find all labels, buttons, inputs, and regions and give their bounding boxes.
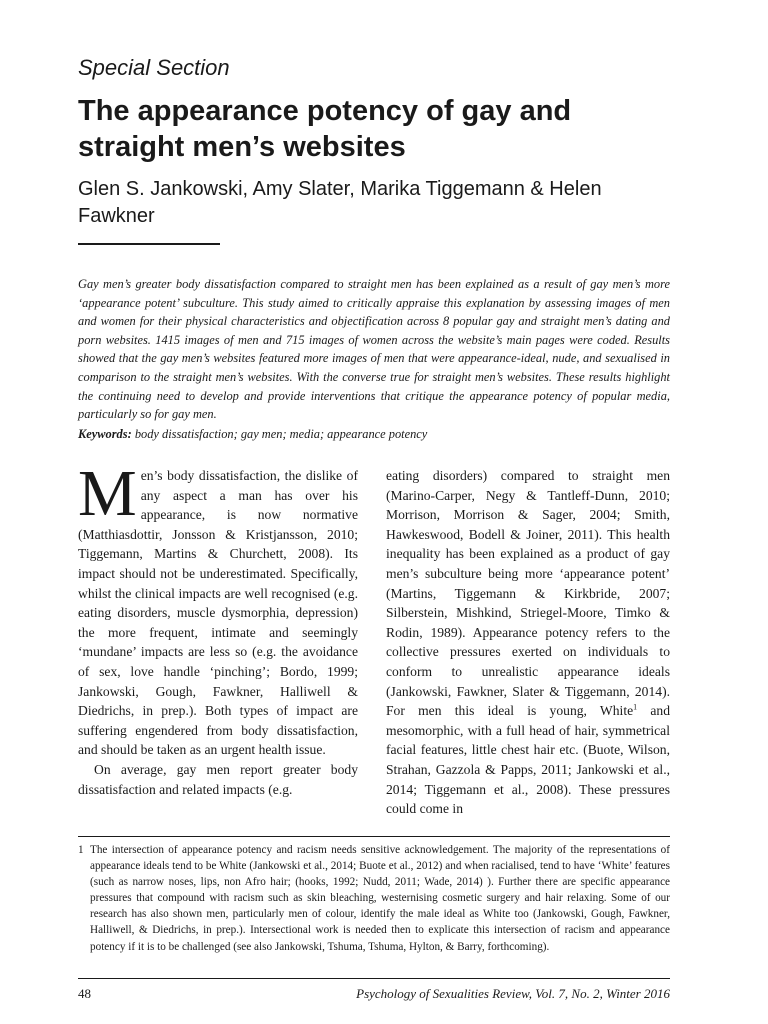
keywords-text: body dissatisfaction; gay men; media; appearance potency <box>134 427 428 441</box>
article-authors: Glen S. Jankowski, Amy Slater, Marika Tiggemann & Helen Fawkner <box>78 178 602 227</box>
footnote-marker[interactable]: 1 <box>633 702 638 712</box>
keywords-line <box>78 425 670 443</box>
title-divider <box>78 243 220 245</box>
footnote-number: 1 <box>78 844 84 856</box>
journal-citation: Psychology of Sexualities Review, Vol. 7, No. 2, Winter 2016 <box>356 986 670 1001</box>
keywords-label: Keywords: <box>78 427 132 441</box>
body-column-right <box>386 466 670 819</box>
page-number: 48 <box>78 986 91 1001</box>
abstract: Gay men’s greater body dissatisfaction compared to straight men has been explained as a result of gay men’s more ‘appearance potent’ subculture. This study aimed to critically appraise this explanation by assessing images of men and women for their physical characteristics and objectification across 8 popular gay and straight men’s dating and porn websites. 1415 images of men and 715 images of women across the website’s main pages were coded. Results showed that the gay men’s websites featured more images of men that were appearance-ideal, nude, and sexualised in comparison to the straight men’s websites. With the converse true for straight men’s websites. These results highlight the continuing need to develop and provide interventions that critique the appearance potency of popular media, particularly so for gay men. <box>78 277 670 422</box>
drop-cap: M <box>78 457 137 530</box>
footnote <box>78 842 670 955</box>
body-paragraph-text: eating disorders) compared to straight men (Marino-Carper, Negy & Tantleff-Dunn, 2010; Morrison, Morrison & Sager, 2004; Smith, Hawkeswood, Bodell & Joiner, 2011). This health inequality has been explained as a product of gay men’s subculture being more ‘appearance potent’ (Martins, Tiggemann & Kirkbride, 2007; Silberstein, Mishkind, Striegel-Moore, Timko & Rodin, 1989). Appearance potency refers to the collective pressures exerted on individuals to conform to unrealistic appearance ideals (Jankowski, Fawkner, Slater & Tiggemann, 2014). For men this ideal is young, White <box>386 468 670 719</box>
footnote-divider <box>78 836 670 837</box>
footnote-text: The intersection of appearance potency and racism needs sensitive acknowledgement. The majority of the representations of appearance ideals tend to be White (Jankowski et al., 2014; Buote et al., 2012) and when racialised, tend to have ‘White’ features (such as narrow noses, lips, non Afro hair; (hooks, 1992; Nudd, 2011; Wade, 2014) ). Further there are specific appearance pressures that compound with racism such as skin bleaching, westernising cosmetic surgery and hair relaxing. Some of our research has also shown men, particularly men of colour, identify the male ideal as White too (Jankowski, Gough, Fawkner, Halliwell, & Diedrichs, in prep.). Intersectional work is needed then to explicate this intersection of racism and appearance potency if it is to be challenged (see also Jankowski, Tshuma, Tshuma, Hylton, & Barry, forthcoming). <box>90 844 670 953</box>
body-paragraph <box>386 466 670 819</box>
body-paragraph-text: en’s body dissatisfaction, the dislike of any aspect a man has over his appearance, is now normative (Matthiasdottir, Jonsson & Kristjansson, 2010; Tiggemann, Martins & Churchett, 2008). Its impact should not be underestimated. Specifically, whilst the clinical impacts are well recognised (e.g. eating disorders, muscle dysmorphia, depression) the more frequent, intimate and seemingly ‘mundane’ impacts are less so (e.g. the avoidance of sex, love handle ‘pinching’; Bordo, 1999; Jankowski, Gough, Fawkner, Halliwell & Diedrichs, in prep.). Both types of impact are suffering engendered from body dissatisfaction, and should be taken as an urgent health issue. <box>78 468 358 758</box>
body-paragraph: On average, gay men report greater body dissatisfaction and related impacts (e.g. <box>78 761 358 797</box>
footer-divider <box>78 978 670 979</box>
article-title: The appearance potency of gay and straight men’s websites <box>78 95 572 163</box>
section-label: Special Section <box>78 55 230 80</box>
body-paragraph-text: and mesomorphic, with a full head of hair, symmetrical facial features, little chest hair etc. (Buote, Wilson, Strahan, Gazzola & Papps, 2011; Jankowski et al., 2014; Tiggemann et al., 2008). These pressures could come in <box>386 703 670 817</box>
body-paragraph <box>78 457 358 760</box>
body-column-left <box>78 457 358 799</box>
